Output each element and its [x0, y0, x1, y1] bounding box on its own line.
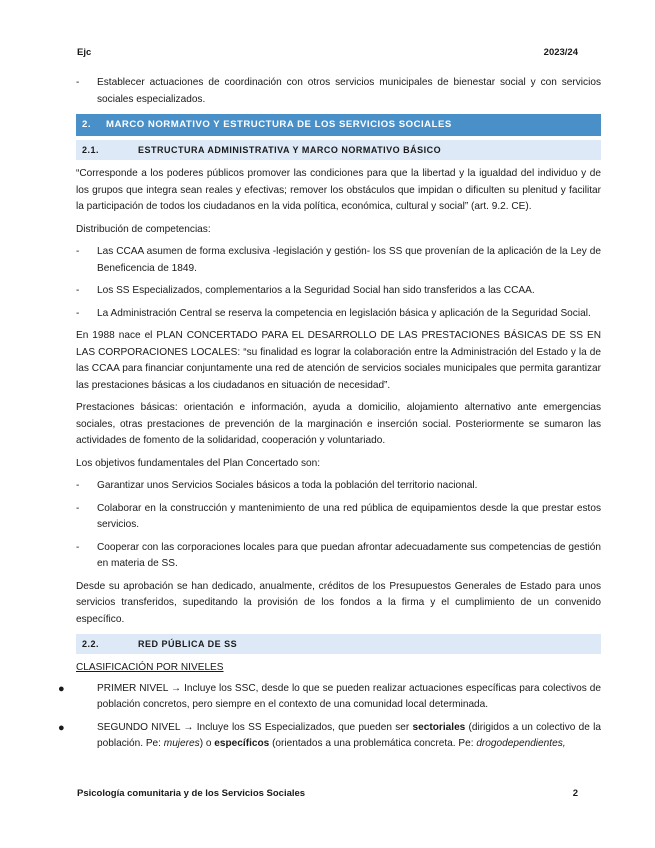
italic-term: mujeres	[163, 738, 200, 749]
bullet-marker: ●	[58, 682, 65, 695]
list-item	[58, 681, 601, 714]
list-item-text: Cooperar con las corporaciones locales para que puedan afrontar adecuadamente sus competencias de gestión en materia de SS.	[97, 541, 601, 569]
subsection-number: 2.1.	[82, 145, 100, 155]
header-year: 2023/24	[543, 47, 578, 58]
dash-marker: -	[76, 77, 80, 88]
dash-marker: -	[76, 246, 80, 257]
bold-term: específicos	[214, 738, 270, 749]
page-number: 2	[572, 788, 578, 799]
section-number: 2.	[82, 119, 92, 130]
list-item	[76, 478, 601, 495]
plan-concertado-paragraph: En 1988 nace el PLAN CONCERTADO PARA EL DESARROLLO DE LAS PRESTACIONES BÁSICAS DE SS EN LAS CORPORACIONES LOCALES: “su finalidad es lograr la colaboración entre la Administración del Estado y la de las CCAA para financiar conjuntamente una red de atención de servicios sociales municipales que permita garantizar las prestaciones básicas a los ciudadanos en situación de necesidad”.	[76, 330, 601, 391]
list-item-text	[97, 722, 601, 750]
list-item	[76, 501, 601, 534]
clasificacion-label: CLASIFICACIÓN POR NIVELES	[76, 662, 224, 673]
subsection-number: 2.2.	[82, 639, 100, 649]
list-item-text: Colaborar en la construcción y mantenimiento de una red pública de equipamientos desde la que prestar estos servicios.	[97, 502, 601, 530]
subsection-title: ESTRUCTURA ADMINISTRATIVA Y MARCO NORMATIVO BÁSICO	[138, 145, 442, 155]
list-item-text: PRIMER NIVEL → Incluye los SSC, desde lo que se pueden realizar actuaciones específicas para colectivos de población concretos, pero siempre en el contexto de una comunidad local determinada.	[97, 682, 601, 710]
subsection-heading-2-2	[76, 634, 601, 654]
list-item	[76, 75, 601, 108]
objetivos-label: Los objetivos fundamentales del Plan Concertado son:	[76, 457, 321, 469]
dash-marker: -	[76, 307, 80, 319]
competencias-label: Distribución de competencias:	[76, 223, 211, 235]
prestaciones-paragraph: Prestaciones básicas: orientación e información, ayuda a domicilio, alojamiento alternativo ante emergencias sociales, otras prestaciones de prevención de la marginación e inserción social. Posteriormente se sumaron las actividades de fomento de la solidaridad, cooperación y voluntariado.	[76, 402, 601, 446]
list-item	[58, 720, 601, 753]
list-item	[76, 283, 601, 300]
list-item-text: Establecer actuaciones de coordinación con otros servicios municipales de bienestar social y con servicios sociales especializados.	[97, 77, 601, 105]
list-item-text: Los SS Especializados, complementarios a la Seguridad Social han sido transferidos a las CCAA.	[97, 285, 535, 296]
dash-marker: -	[76, 502, 80, 514]
list-item	[76, 244, 601, 277]
aprobacion-paragraph: Desde su aprobación se han dedicado, anualmente, créditos de los Presupuestos Generales de Estado para unos servicios transferidos, supeditando la provisión de los fondos a la firma y el cumplimiento de un convenido específico.	[76, 580, 601, 625]
subsection-title: RED PÚBLICA DE SS	[138, 639, 238, 649]
text-run: ) o	[199, 738, 215, 749]
footer-course: Psicología comunitaria y de los Servicios Sociales	[77, 788, 306, 799]
constitution-quote: “Corresponde a los poderes públicos promover las condiciones para que la libertad y la igualdad del individuo y de los grupos que integra sean reales y efectivas; remover los obstáculos que impidan o dificulten su plenitud y facilitar la participación de todos los ciudadanos en la vida política, económica, cultural y social” (art. 9.2. CE).	[76, 168, 601, 212]
list-item-text: Garantizar unos Servicios Sociales básicos a toda la población del territorio nacional.	[97, 480, 478, 491]
bullet-marker: ●	[58, 721, 65, 734]
dash-marker: -	[76, 541, 80, 553]
dash-marker: -	[76, 285, 80, 296]
page-content	[58, 75, 601, 759]
section-heading-2	[76, 114, 601, 136]
list-item	[76, 306, 601, 323]
list-item-text: Las CCAA asumen de forma exclusiva -legislación y gestión- los SS que provenían de la aplicación de la Ley de Beneficencia de 1849.	[97, 246, 601, 274]
subsection-heading-2-1	[76, 140, 601, 160]
list-item-text: La Administración Central se reserva la competencia en legislación básica y aplicación de la Seguridad Social.	[97, 307, 591, 319]
header-author: Ejc	[77, 47, 92, 58]
bold-term: sectoriales	[412, 721, 466, 733]
text-run: (dirigidos a un colectivo de la población. Pe:	[97, 721, 601, 749]
list-item	[76, 540, 601, 573]
text-run: (orientados a una problemática concreta. Pe:	[269, 738, 477, 749]
italic-term: drogodependientes,	[476, 738, 566, 749]
section-title: MARCO NORMATIVO Y ESTRUCTURA DE LOS SERVICIOS SOCIALES	[106, 119, 452, 130]
text-run: SEGUNDO NIVEL → Incluye los SS Especializados, que pueden ser	[97, 721, 413, 733]
dash-marker: -	[76, 480, 80, 491]
